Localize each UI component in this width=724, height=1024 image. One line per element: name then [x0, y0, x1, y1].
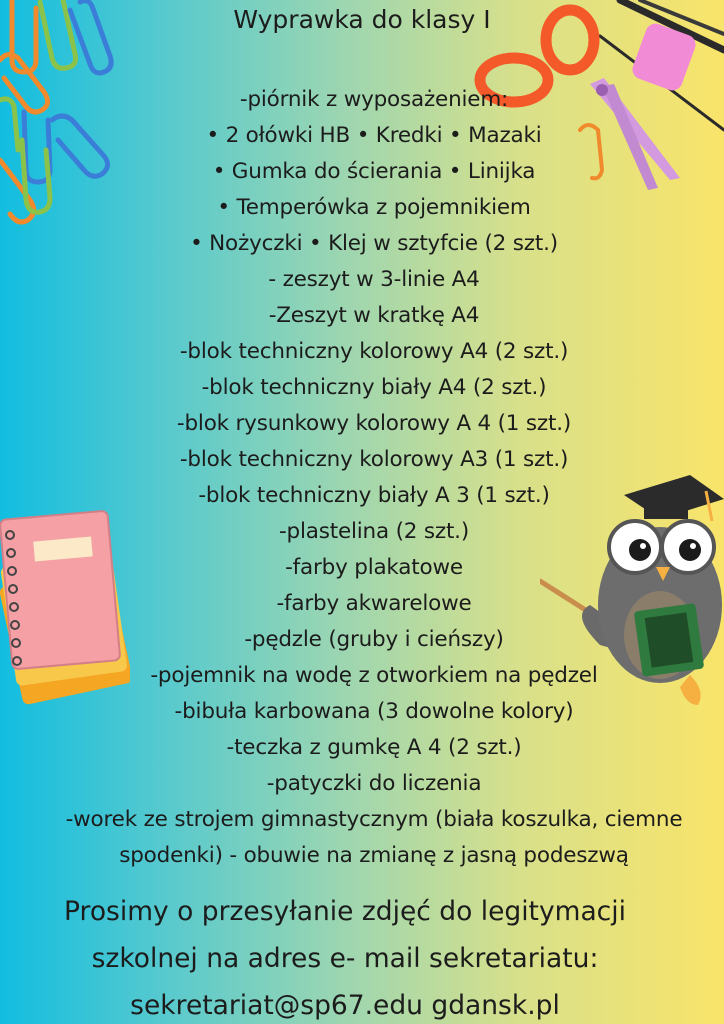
list-item: -blok techniczny kolorowy A3 (1 szt.) — [179, 447, 569, 472]
list-item: -blok rysunkowy kolorowy A 4 (1 szt.) — [176, 411, 572, 436]
list-item: -pędzle (gruby i cieńszy) — [244, 627, 504, 652]
list-item: -blok techniczny kolorowy A4 (2 szt.) — [179, 339, 569, 364]
list-item: - zeszyt w 3-linie A4 — [268, 267, 480, 292]
photo-request-note — [0, 888, 690, 1024]
list-item: -teczka z gumkę A 4 (2 szt.) — [226, 735, 522, 760]
supply-list — [0, 82, 724, 874]
list-item: -farby akwarelowe — [276, 591, 472, 616]
list-item: -blok techniczny biały A 3 (1 szt.) — [198, 483, 550, 508]
list-item: • Gumka do ścierania • Linijka — [212, 159, 536, 184]
list-item: -Zeszyt w kratkę A4 — [268, 303, 480, 328]
list-item: spodenki) - obuwie na zmianę z jasną podeszwą — [119, 843, 629, 868]
email-address: sekretariat@sp67.edu gdansk.pl — [130, 990, 560, 1021]
list-item: • Temperówka z pojemnikiem — [217, 195, 531, 220]
list-item: -patyczki do liczenia — [266, 771, 482, 796]
list-item: -pojemnik na wodę z otworkiem na pędzel — [150, 663, 598, 688]
list-item: • 2 ołówki HB • Kredki • Mazaki — [206, 123, 542, 148]
list-item: -piórnik z wyposażeniem: — [239, 87, 509, 112]
list-item: -bibuła karbowana (3 dowolne kolory) — [174, 699, 574, 724]
list-item: • Nożyczki • Klej w sztyfcie (2 szt.) — [190, 231, 558, 256]
note-line: Prosimy o przesyłanie zdjęć do legitymacji — [64, 896, 626, 927]
page-title: Wyprawka do klasy I — [233, 5, 491, 34]
list-item: -plastelina (2 szt.) — [278, 519, 470, 544]
list-item: -blok techniczny biały A4 (2 szt.) — [201, 375, 547, 400]
note-line: szkolnej na adres e- mail sekretariatu: — [91, 943, 599, 974]
list-item: -farby plakatowe — [285, 555, 463, 580]
list-item: -worek ze strojem gimnastycznym (biała koszulka, ciemne — [65, 807, 683, 832]
